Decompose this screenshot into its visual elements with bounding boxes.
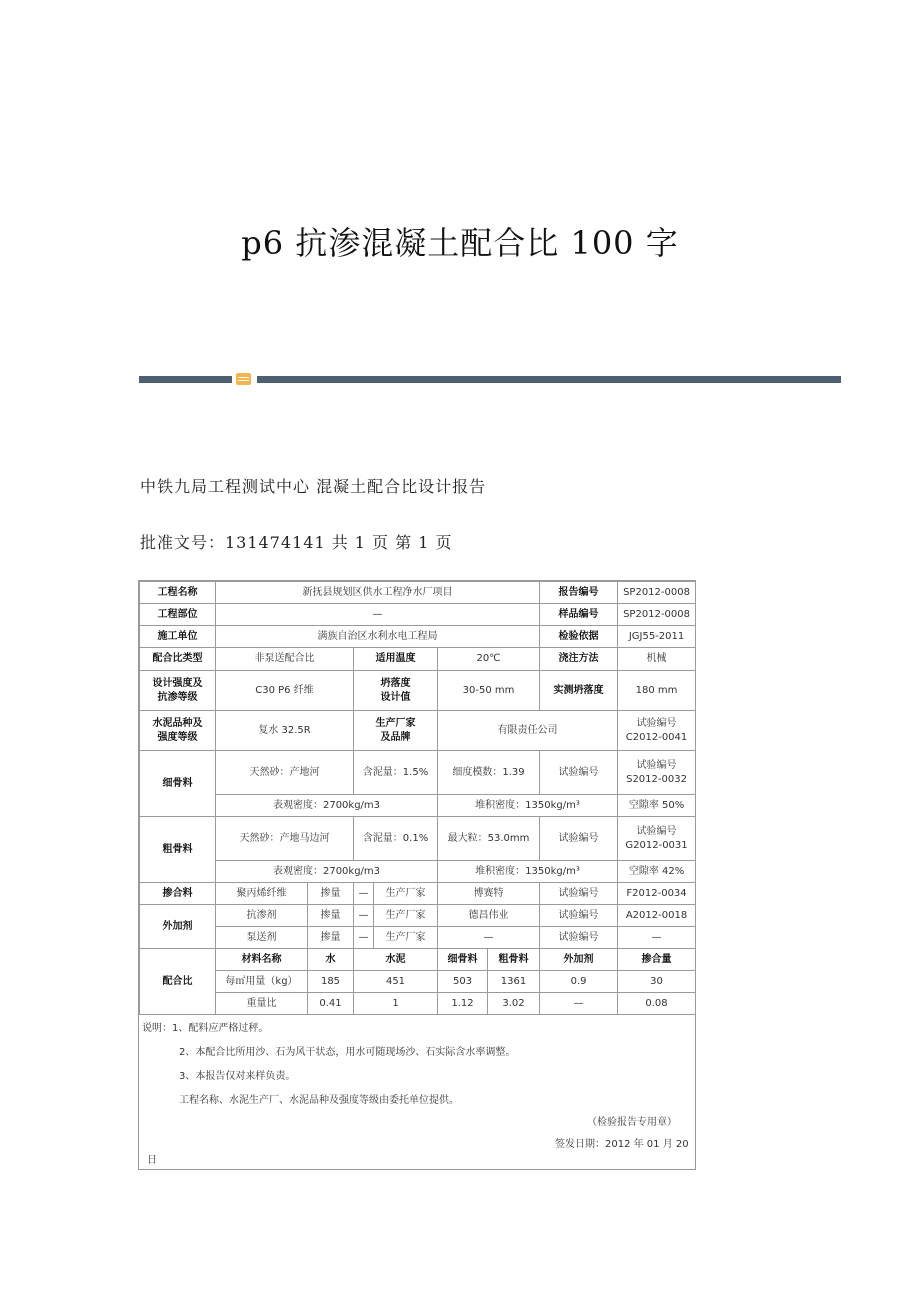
label-project-name: 工程名称 xyxy=(140,582,216,604)
coarse-mud: 含泥量：0.1% xyxy=(354,817,438,861)
table-row xyxy=(140,927,696,949)
additive2-dose-label: 掺量 xyxy=(308,927,354,949)
mix-usage-coarse: 1361 xyxy=(488,971,540,993)
label-design-strength: 设计强度及 抗渗等级 xyxy=(140,671,216,711)
admix-test-no: F2012-0034 xyxy=(618,883,696,905)
coarse-test-label: 试验编号 xyxy=(540,817,618,861)
fine-modulus: 细度模数：1.39 xyxy=(438,751,540,795)
table-row xyxy=(140,582,696,604)
table-row xyxy=(140,883,696,905)
fine-source: 天然砂：产地河 xyxy=(216,751,354,795)
fine-void-ratio: 空隙率 50% xyxy=(618,795,696,817)
fine-bulk-density: 堆积密度：1350kg/m³ xyxy=(438,795,618,817)
temperature: 20℃ xyxy=(438,648,540,671)
table-row xyxy=(140,971,696,993)
coarse-void-ratio: 空隙率 42% xyxy=(618,861,696,883)
label-project-part: 工程部位 xyxy=(140,604,216,626)
contractor: 满族自治区水利水电工程局 xyxy=(216,626,540,648)
mix-usage-cement: 451 xyxy=(354,971,438,993)
coarse-test-no: 试验编号 G2012-0031 xyxy=(618,817,696,861)
mix-header-material: 材料名称 xyxy=(216,949,308,971)
note-1: 说明：1、配料应严格过秤。 xyxy=(142,1023,269,1034)
divider-bar-right xyxy=(257,376,841,383)
mix-ratio-fine: 1.12 xyxy=(438,993,488,1015)
label-additive: 外加剂 xyxy=(140,905,216,949)
fine-test-label: 试验编号 xyxy=(540,751,618,795)
mix-design-report-image xyxy=(138,580,696,1170)
label-slump-design: 坍落度 设计值 xyxy=(354,671,438,711)
label-report-no: 报告编号 xyxy=(540,582,618,604)
mix-ratio-water: 0.41 xyxy=(308,993,354,1015)
additive1-test-no: A2012-0018 xyxy=(618,905,696,927)
divider-ornament-icon xyxy=(236,373,251,385)
mix-ratio-cement: 1 xyxy=(354,993,438,1015)
mix-header-fine: 细骨料 xyxy=(438,949,488,971)
mix-header-admixture: 掺合量 xyxy=(618,949,696,971)
mix-header-coarse: 粗骨料 xyxy=(488,949,540,971)
mix-usage-additive: 0.9 xyxy=(540,971,618,993)
sample-no: SP2012-0008 xyxy=(618,604,696,626)
slump-design: 30-50 mm xyxy=(438,671,540,711)
label-mix-ratio: 配合比 xyxy=(140,949,216,1015)
coarse-max-size: 最大粒：53.0mm xyxy=(438,817,540,861)
project-name: 新抚县规划区供水工程净水厂项目 xyxy=(216,582,540,604)
additive1-test-label: 试验编号 xyxy=(540,905,618,927)
design-strength: C30 P6 纤维 xyxy=(216,671,354,711)
fine-mud: 含泥量：1.5% xyxy=(354,751,438,795)
additive2-name: 泵送剂 xyxy=(216,927,308,949)
admix-dose: — xyxy=(354,883,374,905)
admix-test-label: 试验编号 xyxy=(540,883,618,905)
report-no: SP2012-0008 xyxy=(618,582,696,604)
additive2-brand: — xyxy=(438,927,540,949)
issue-date: 签发日期：2012 年 01 月 20 xyxy=(555,1139,689,1150)
issue-date-day: 日 xyxy=(147,1155,157,1166)
mix-ratio-additive: — xyxy=(540,993,618,1015)
label-test-basis: 检验依据 xyxy=(540,626,618,648)
coarse-density: 表观密度：2700kg/m3 xyxy=(216,861,438,883)
label-pour-method: 浇注方法 xyxy=(540,648,618,671)
label-sample-no: 样品编号 xyxy=(540,604,618,626)
table-row xyxy=(140,626,696,648)
label-measured-slump: 实测坍落度 xyxy=(540,671,618,711)
coarse-source: 天然砂：产地马边河 xyxy=(216,817,354,861)
table-row xyxy=(140,861,696,883)
measured-slump: 180 mm xyxy=(618,671,696,711)
report-seal-label: （检验报告专用章） xyxy=(587,1117,677,1128)
mix-usage-fine: 503 xyxy=(438,971,488,993)
manufacturer: 有限责任公司 xyxy=(438,711,618,751)
label-fine-aggregate: 细骨料 xyxy=(140,751,216,817)
additive1-brand: 德昌伟业 xyxy=(438,905,540,927)
additive2-test-no: — xyxy=(618,927,696,949)
coarse-bulk-density: 堆积密度：1350kg/m³ xyxy=(438,861,618,883)
table-row xyxy=(140,751,696,795)
report-heading: 中铁九局工程测试中心 混凝土配合比设计报告 xyxy=(140,477,487,496)
table-row xyxy=(140,905,696,927)
admix-name: 聚丙烯纤维 xyxy=(216,883,308,905)
label-cement-grade: 水泥品种及 强度等级 xyxy=(140,711,216,751)
mix-type: 非泵送配合比 xyxy=(216,648,354,671)
divider-bar-left xyxy=(139,376,232,383)
mix-header-additive: 外加剂 xyxy=(540,949,618,971)
test-basis: JGJ55-2011 xyxy=(618,626,696,648)
label-mix-type: 配合比类型 xyxy=(140,648,216,671)
mix-ratio-coarse: 3.02 xyxy=(488,993,540,1015)
admix-brand: 博赛特 xyxy=(438,883,540,905)
fine-density: 表观密度：2700kg/m3 xyxy=(216,795,438,817)
label-admixture: 掺合料 xyxy=(140,883,216,905)
note-3: 3、本报告仅对来样负责。 xyxy=(179,1071,296,1082)
label-contractor: 施工单位 xyxy=(140,626,216,648)
table-row xyxy=(140,671,696,711)
additive1-maker-label: 生产厂家 xyxy=(374,905,438,927)
table-row xyxy=(140,993,696,1015)
additive1-name: 抗渗剂 xyxy=(216,905,308,927)
mix-header-cement: 水泥 xyxy=(354,949,438,971)
table-row xyxy=(140,648,696,671)
label-temperature: 适用温度 xyxy=(354,648,438,671)
document-title: p6 抗渗混凝土配合比 100 字 xyxy=(241,224,679,262)
project-part: — xyxy=(216,604,540,626)
table-row xyxy=(140,604,696,626)
mix-usage-label: 每㎡用量（kg） xyxy=(216,971,308,993)
mix-usage-admixture: 30 xyxy=(618,971,696,993)
section-divider xyxy=(139,373,841,385)
mix-header-water: 水 xyxy=(308,949,354,971)
additive2-test-label: 试验编号 xyxy=(540,927,618,949)
table-row xyxy=(140,949,696,971)
fine-test-no: 试验编号 S2012-0032 xyxy=(618,751,696,795)
additive2-dose: — xyxy=(354,927,374,949)
report-table xyxy=(139,581,696,1015)
mix-usage-water: 185 xyxy=(308,971,354,993)
additive2-maker-label: 生产厂家 xyxy=(374,927,438,949)
table-row xyxy=(140,795,696,817)
additive1-dose: — xyxy=(354,905,374,927)
table-row xyxy=(140,817,696,861)
cement-test-no: 试验编号 C2012-0041 xyxy=(618,711,696,751)
admix-dose-label: 掺量 xyxy=(308,883,354,905)
mix-ratio-label: 重量比 xyxy=(216,993,308,1015)
note-4: 工程名称、水泥生产厂、水泥品种及强度等级由委托单位提供。 xyxy=(179,1095,459,1106)
pour-method: 机械 xyxy=(618,648,696,671)
mix-ratio-admixture: 0.08 xyxy=(618,993,696,1015)
approval-number: 批准文号：131474141 共 1 页 第 1 页 xyxy=(140,533,453,552)
table-row xyxy=(140,711,696,751)
admix-maker-label: 生产厂家 xyxy=(374,883,438,905)
report-notes xyxy=(139,1015,695,1166)
cement-grade: 复水 32.5R xyxy=(216,711,354,751)
note-2: 2、本配合比所用沙、石为风干状态，用水可随现场沙、石实际含水率调整。 xyxy=(179,1047,516,1058)
additive1-dose-label: 掺量 xyxy=(308,905,354,927)
label-manufacturer: 生产厂家 及品牌 xyxy=(354,711,438,751)
label-coarse-aggregate: 粗骨料 xyxy=(140,817,216,883)
